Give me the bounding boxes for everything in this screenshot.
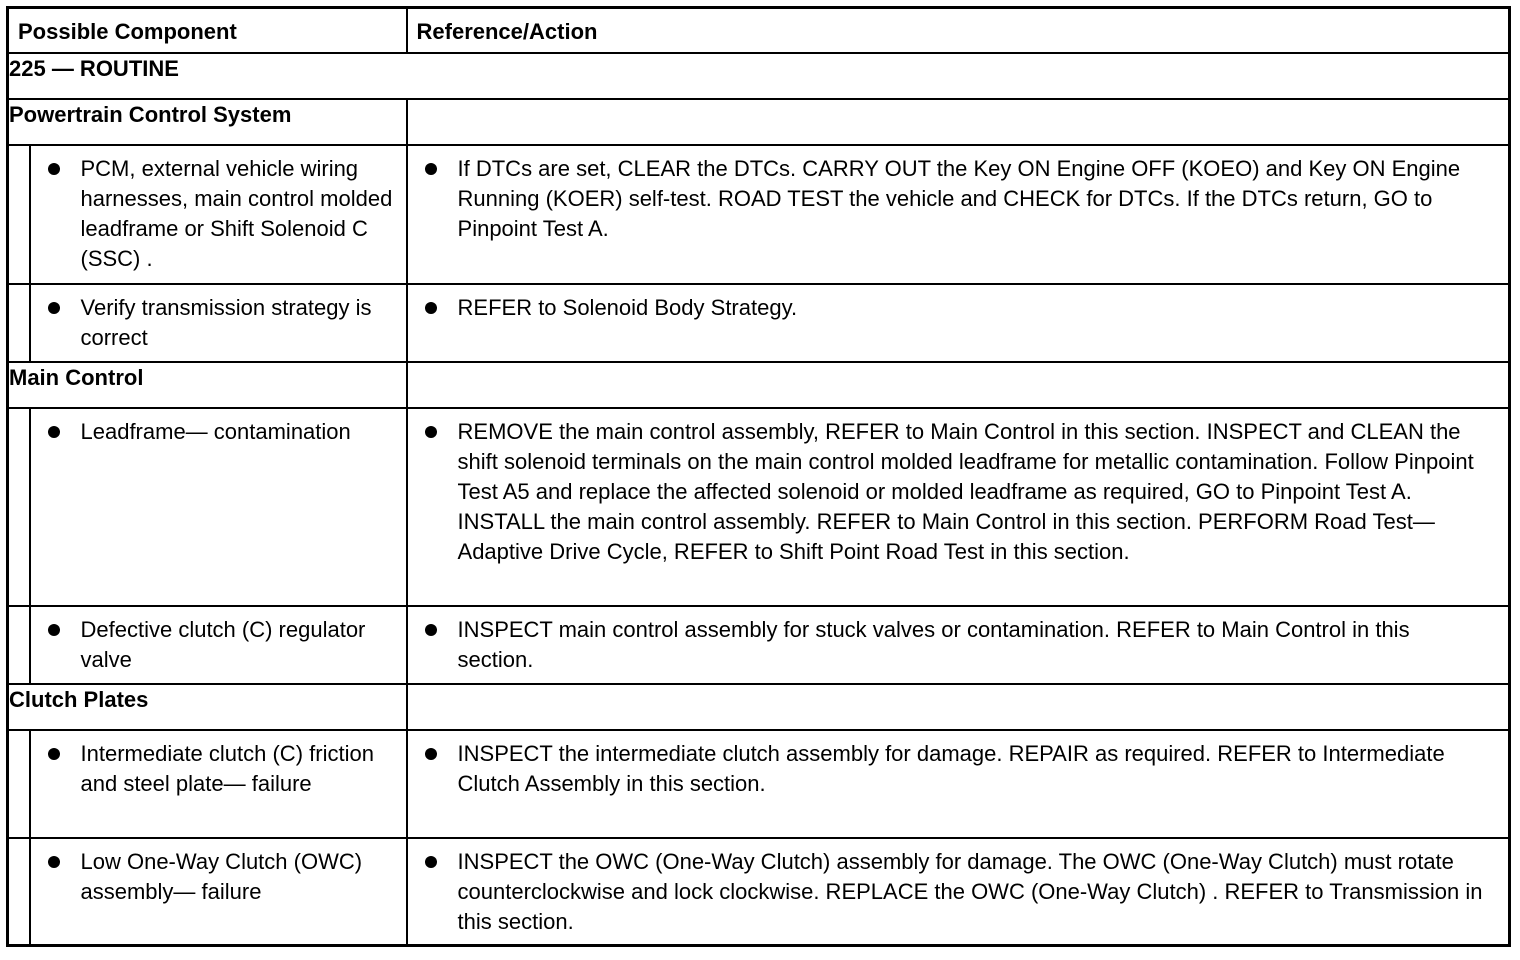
bullet-icon: [48, 624, 60, 636]
component-cell: [30, 408, 407, 606]
bullet-icon: [48, 856, 60, 868]
table-row: [8, 606, 1510, 684]
indent-cell: [8, 606, 30, 684]
routine-title: 225 — ROUTINE: [8, 53, 1510, 99]
action-text: INSPECT the intermediate clutch assembly for damage. REPAIR as required. REFER to Intermediate Clutch Assembly in this section.: [457, 740, 1445, 796]
section-empty-cell: [407, 684, 1510, 730]
diagnostic-table: [6, 6, 1511, 947]
bullet-icon: [425, 302, 437, 314]
bullet-icon: [48, 426, 60, 438]
component-cell: [30, 606, 407, 684]
component-cell: [30, 730, 407, 838]
component-text: PCM, external vehicle wiring harnesses, main control molded leadframe or Shift Solenoid C (SSC) .: [80, 155, 393, 271]
bullet-icon: [425, 163, 437, 175]
header-action: Reference/Action: [407, 8, 1510, 53]
component-text: Verify transmission strategy is correct: [80, 294, 372, 350]
component-text: Intermediate clutch (C) friction and steel plate— failure: [80, 740, 374, 796]
action-text: If DTCs are set, CLEAR the DTCs. CARRY OUT the Key ON Engine OFF (KOEO) and Key ON Engine Running (KOER) self-test. ROAD TEST the vehicle and CHECK for DTCs. If the DTCs return, GO to Pinpoint Test A.: [457, 155, 1461, 241]
action-cell: [407, 730, 1510, 838]
indent-cell: [8, 145, 30, 284]
section-header-row: [8, 99, 1510, 145]
indent-cell: [8, 838, 30, 946]
action-text: INSPECT main control assembly for stuck valves or contamination. REFER to Main Control in this section.: [457, 616, 1410, 672]
component-cell: [30, 145, 407, 284]
action-cell: [407, 606, 1510, 684]
section-empty-cell: [407, 362, 1510, 408]
bullet-icon: [425, 856, 437, 868]
section-empty-cell: [407, 99, 1510, 145]
action-cell: [407, 408, 1510, 606]
bullet-icon: [425, 426, 437, 438]
routine-row: [8, 53, 1510, 99]
component-text: Low One-Way Clutch (OWC) assembly— failure: [80, 848, 363, 904]
component-text: Defective clutch (C) regulator valve: [80, 616, 366, 672]
action-text: INSPECT the OWC (One-Way Clutch) assembly for damage. The OWC (One-Way Clutch) must rotate counterclockwise and lock clockwise. REPLACE the OWC (One-Way Clutch) . REFER to Transmission in this section.: [457, 848, 1483, 934]
action-cell: [407, 838, 1510, 946]
bullet-icon: [48, 163, 60, 175]
table-row: [8, 838, 1510, 946]
indent-cell: [8, 408, 30, 606]
table-row: [8, 284, 1510, 362]
header-component: Possible Component: [8, 8, 407, 53]
header-row: [8, 8, 1510, 53]
section-title: Powertrain Control System: [8, 99, 407, 145]
table-row: [8, 145, 1510, 284]
action-cell: [407, 284, 1510, 362]
section-title: Main Control: [8, 362, 407, 408]
table-row: [8, 408, 1510, 606]
bullet-icon: [48, 748, 60, 760]
table-row: [8, 730, 1510, 838]
bullet-icon: [425, 624, 437, 636]
action-text: REMOVE the main control assembly, REFER to Main Control in this section. INSPECT and CLEAN the shift solenoid terminals on the main control molded leadframe for metallic contamination. Follow Pinpoint Test A5 and replace the affected solenoid or molded leadframe as required, GO to Pinpoint Test A. INSTALL the main control assembly. REFER to Main Control in this section. PERFORM Road Test— Adaptive Drive Cycle, REFER to Shift Point Road Test in this section.: [457, 418, 1474, 564]
indent-cell: [8, 284, 30, 362]
section-header-row: [8, 684, 1510, 730]
section-header-row: [8, 362, 1510, 408]
component-text: Leadframe— contamination: [80, 418, 351, 444]
section-title: Clutch Plates: [8, 684, 407, 730]
component-cell: [30, 284, 407, 362]
component-cell: [30, 838, 407, 946]
action-text: REFER to Solenoid Body Strategy.: [457, 294, 798, 320]
indent-cell: [8, 730, 30, 838]
bullet-icon: [48, 302, 60, 314]
action-cell: [407, 145, 1510, 284]
bullet-icon: [425, 748, 437, 760]
